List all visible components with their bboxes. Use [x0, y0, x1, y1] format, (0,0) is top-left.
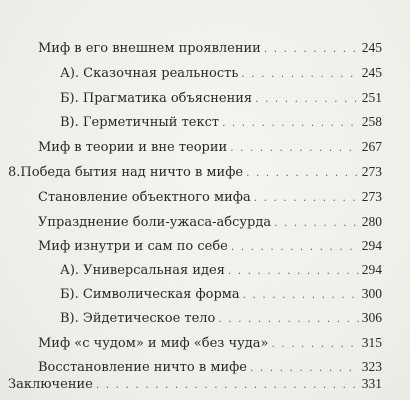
toc-entry-title: Миф «с чудом» и миф «без чуда» — [38, 336, 269, 351]
toc-entry-page: 280 — [361, 214, 382, 229]
toc-entry-page: 258 — [361, 114, 382, 129]
toc-entry — [60, 258, 382, 282]
toc-entry — [60, 61, 382, 85]
toc-chapter-number: 8. — [8, 165, 21, 180]
toc-entry — [38, 185, 382, 209]
toc-entry — [38, 234, 382, 258]
toc-leader-dots — [230, 135, 359, 160]
toc-leader-dots — [222, 110, 359, 135]
toc-entry-page: 245 — [361, 65, 382, 80]
toc-leader-dots — [246, 160, 359, 185]
toc-leader-dots — [243, 282, 359, 307]
toc-entry — [60, 86, 382, 110]
toc-leader-dots — [231, 234, 359, 259]
toc-entry — [60, 306, 382, 330]
toc-leader-dots — [96, 373, 359, 396]
toc-leader-dots — [218, 306, 358, 331]
toc-entry-page: 323 — [361, 359, 382, 374]
toc-entry-title: Б). Прагматика объяснения — [60, 91, 253, 106]
toc-entry — [60, 110, 382, 134]
toc-entry — [38, 135, 382, 159]
toc-entry-page: 294 — [361, 262, 382, 277]
toc-entry-title: В). Герметичный текст — [60, 115, 220, 130]
toc-entry-title: Миф в теории и вне теории — [38, 140, 228, 155]
toc-entry-page: 306 — [361, 310, 382, 325]
toc-entry — [60, 282, 382, 306]
toc-entry-title: Упразднение боли-ужаса-абсурда — [38, 215, 272, 230]
toc-leader-dots — [228, 258, 359, 283]
toc-leader-dots — [255, 86, 359, 111]
toc-entry-page: 300 — [361, 286, 382, 301]
toc-entry-title: Становление объектного мифа — [38, 190, 251, 205]
toc-entry-title: Миф в его внешнем проявлении — [38, 41, 261, 56]
toc-entry-title: В). Эйдетическое тело — [60, 311, 216, 326]
toc-entry-page: 245 — [361, 40, 382, 55]
toc-entry-page: 267 — [361, 139, 382, 154]
toc-entry-page: 315 — [361, 335, 382, 350]
toc-chapter-entry — [8, 160, 382, 184]
toc-entry — [38, 210, 382, 234]
toc-leader-dots — [264, 36, 359, 61]
toc-entry-title: Миф изнутри и сам по себе — [38, 239, 228, 254]
toc-entry-title: Восстановление ничто в мифе — [38, 360, 247, 375]
toc-entry-page: 273 — [361, 189, 382, 204]
toc-entry-page: 331 — [361, 376, 382, 391]
toc-entry-title: А). Универсальная идея — [60, 263, 225, 278]
toc-leader-dots — [241, 61, 358, 86]
toc-entry — [38, 331, 382, 355]
toc-entry-title: Победа бытия над ничто в мифе — [20, 165, 244, 180]
toc-leader-dots — [274, 210, 359, 235]
toc-entry-title: Заключение — [8, 377, 93, 392]
toc-entry-page: 251 — [361, 90, 382, 105]
toc-entry-title: Б). Символическая форма — [60, 287, 240, 302]
toc-entry-page: 273 — [361, 164, 382, 179]
toc-entry — [38, 36, 382, 60]
toc-leader-dots — [271, 331, 358, 356]
toc-conclusion-entry — [8, 373, 382, 395]
toc-entry-title: А). Сказочная реальность — [60, 66, 239, 81]
toc-entry-page: 294 — [361, 238, 382, 253]
toc-leader-dots — [254, 185, 359, 210]
